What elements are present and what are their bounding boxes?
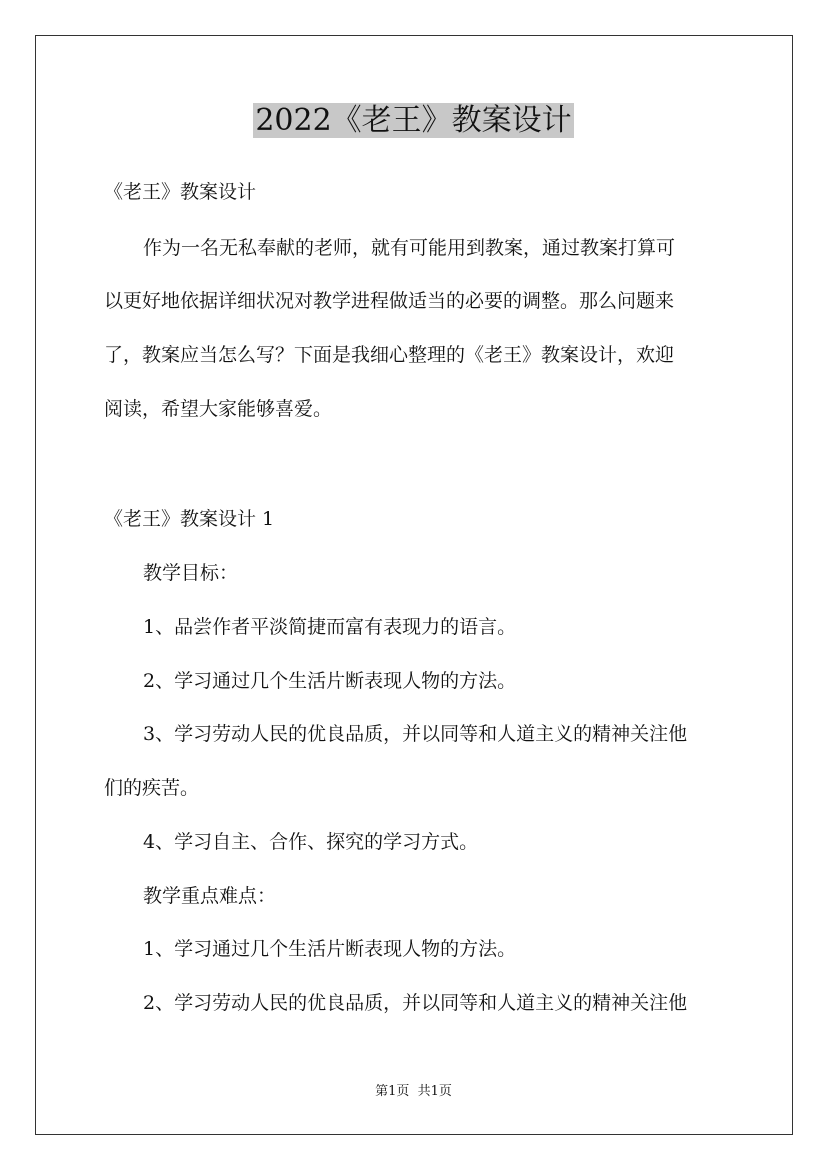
section-heading: 《老王》教案设计 1 (104, 508, 275, 530)
goal-item: 3、学习劳动人民的优良品质，并以同等和人道主义的精神关注他 (143, 723, 688, 745)
goal-item-continued: 们的疾苦。 (104, 777, 200, 799)
page-number-footer: 第1页 共1页 (375, 1084, 452, 1099)
goals-label: 教学目标： (143, 562, 239, 584)
intro-line: 阅读，希望大家能够喜爱。 (104, 398, 333, 420)
keypoints-label: 教学重点难点： (143, 885, 277, 907)
goal-item: 4、学习自主、合作、探究的学习方式。 (143, 831, 479, 853)
keypoint-item: 1、学习通过几个生活片断表现人物的方法。 (143, 938, 517, 960)
intro-line: 了，教案应当怎么写？下面是我细心整理的《老王》教案设计，欢迎 (104, 344, 675, 366)
intro-line: 以更好地依据详细状况对教学进程做适当的必要的调整。那么问题来 (104, 290, 675, 312)
goal-item: 1、品尝作者平淡简捷而富有表现力的语言。 (143, 616, 517, 638)
keypoint-item: 2、学习劳动人民的优良品质，并以同等和人道主义的精神关注他 (143, 992, 688, 1014)
goal-item: 2、学习通过几个生活片断表现人物的方法。 (143, 670, 517, 692)
document-subtitle: 《老王》教案设计 (104, 181, 257, 203)
document-title (0, 99, 827, 143)
intro-line: 作为一名无私奉献的老师，就有可能用到教案，通过教案打算可 (143, 237, 676, 259)
document-title-text: 2022《老王》教案设计 (255, 103, 572, 138)
